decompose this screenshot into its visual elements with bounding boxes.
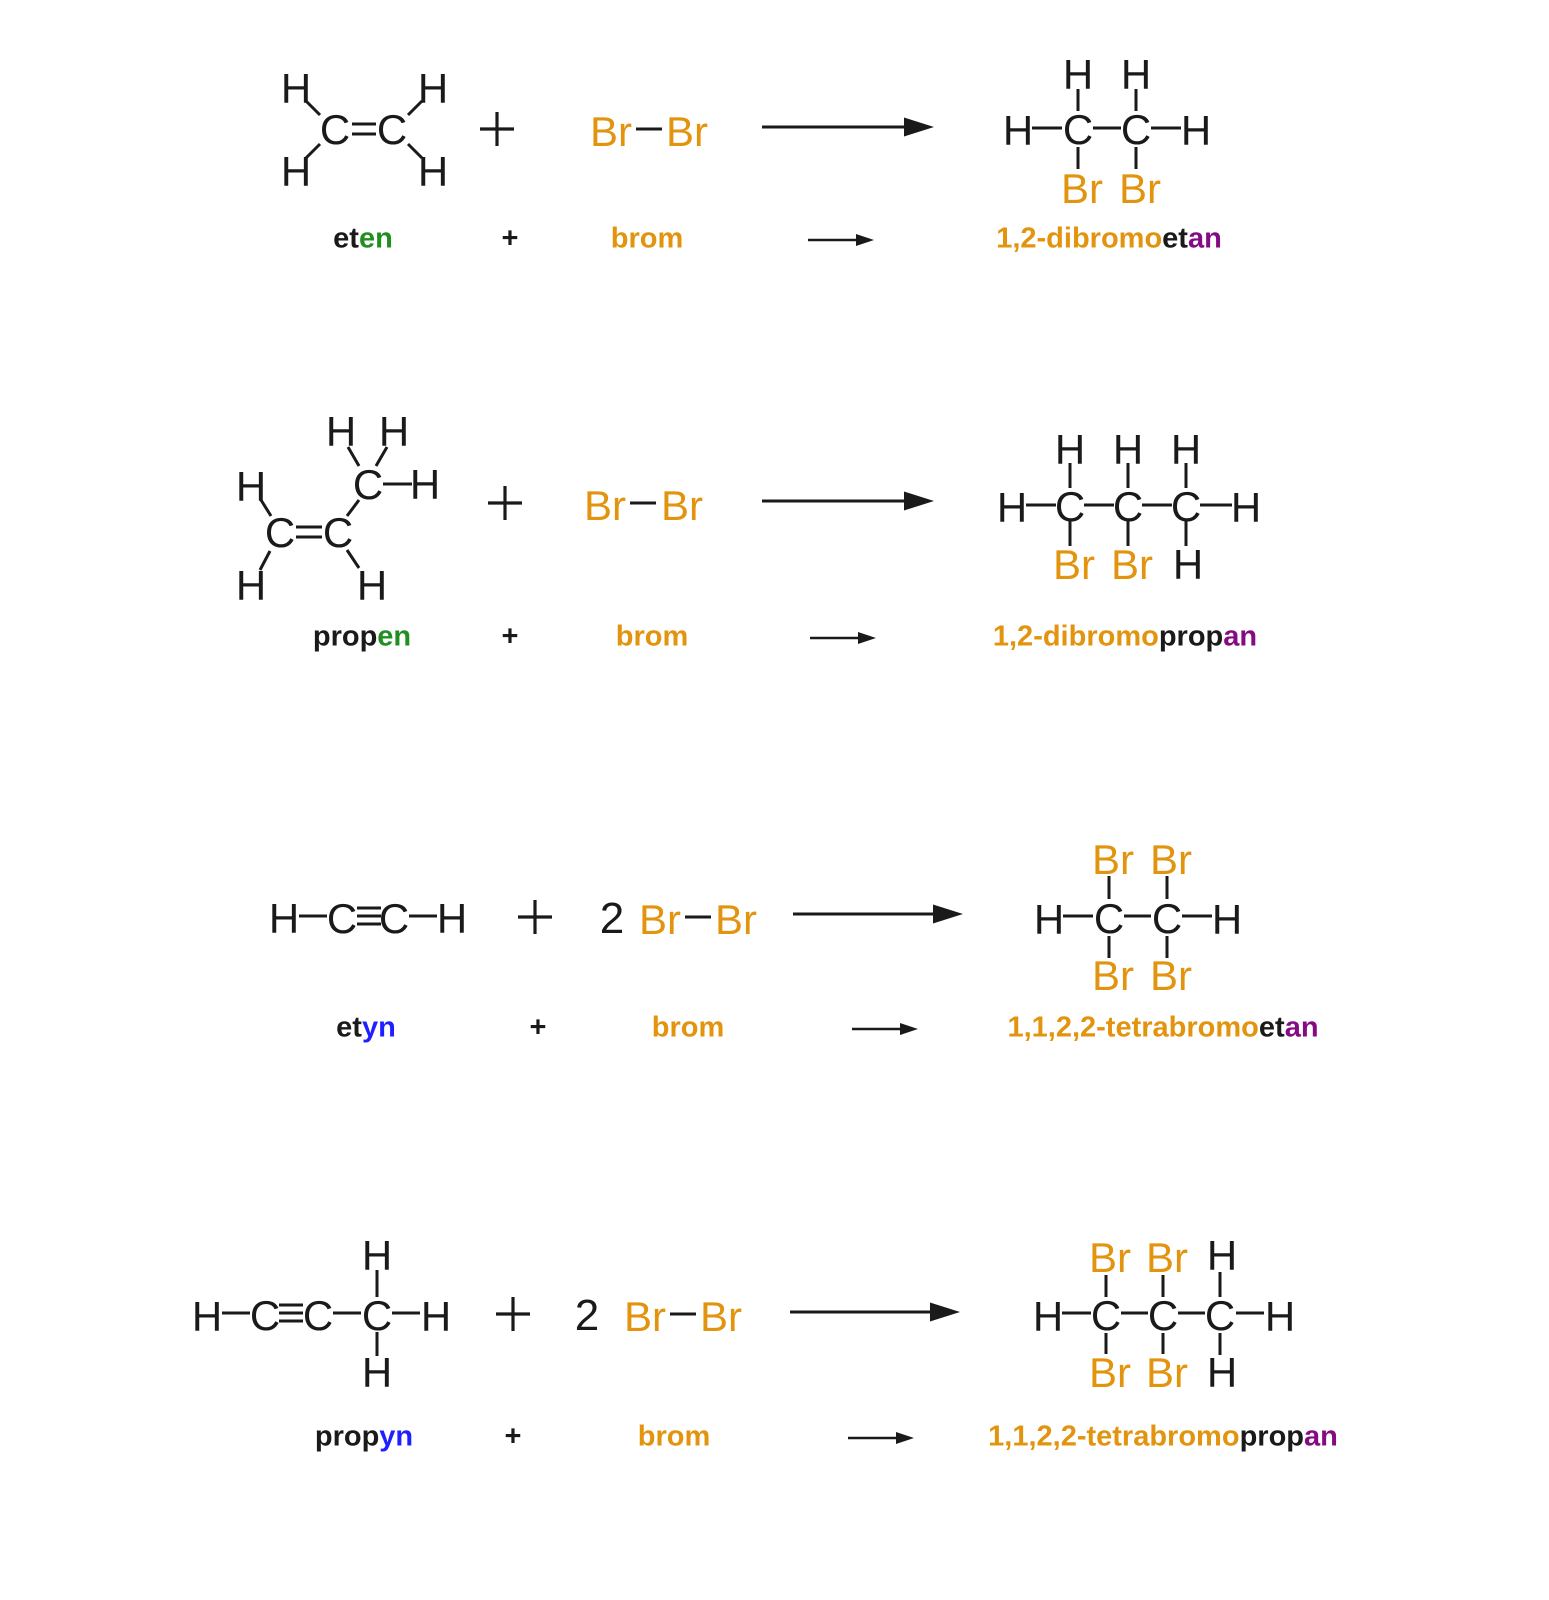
atom-H: H xyxy=(280,148,312,195)
atom-C: C xyxy=(1170,483,1202,530)
atom-Br: Br xyxy=(700,1293,742,1340)
label-plus-eten xyxy=(501,222,519,255)
label-segment: + xyxy=(501,222,519,255)
label-segment: + xyxy=(501,620,519,653)
atom-Br: Br xyxy=(639,896,681,943)
atom-Br: Br xyxy=(1146,1349,1188,1396)
reaction-etyn xyxy=(269,836,1242,1035)
label-plus-etyn xyxy=(529,1011,547,1044)
reaction-arrow-head xyxy=(930,1303,960,1322)
atom-H: H xyxy=(1170,426,1202,473)
label-product-propen xyxy=(992,620,1258,653)
atom-Br: Br xyxy=(1092,836,1134,883)
atom-H: H xyxy=(1172,541,1204,588)
label-product-propyn xyxy=(988,1420,1338,1453)
atom-H: H xyxy=(361,1232,393,1279)
label-arrow-head xyxy=(858,632,876,644)
atom-C: C xyxy=(302,1292,334,1339)
atom-H: H xyxy=(325,408,357,455)
label-reagent-etyn xyxy=(651,1011,725,1044)
label-reactant-propen xyxy=(312,620,412,653)
atom-H: H xyxy=(191,1293,223,1340)
atom-C: C xyxy=(326,895,358,942)
atom-C: C xyxy=(378,895,410,942)
label-segment: + xyxy=(529,1011,547,1044)
label-segment: 1,1,2,2-tetrabromo xyxy=(988,1420,1240,1453)
atom-H: H xyxy=(235,562,267,609)
atom-Br: Br xyxy=(1089,1234,1131,1281)
atom-C: C xyxy=(1151,895,1183,942)
label-segment: brom xyxy=(651,1011,725,1044)
atom-C: C xyxy=(376,106,408,153)
atom-C: C xyxy=(1112,483,1144,530)
atom-H: H xyxy=(1211,896,1243,943)
atom-C: C xyxy=(1054,483,1086,530)
atom-H: H xyxy=(417,148,449,195)
atom-C: C xyxy=(1062,106,1094,153)
label-reagent-eten xyxy=(610,222,684,255)
label-reactant-eten xyxy=(333,222,393,255)
label-segment: prop xyxy=(312,620,378,653)
label-segment: an xyxy=(1223,620,1258,653)
label-segment: yn xyxy=(379,1420,414,1453)
coefficient: 2 xyxy=(599,894,625,943)
atom-H: H xyxy=(1033,896,1065,943)
label-reagent-propyn xyxy=(637,1420,711,1453)
label-segment: en xyxy=(377,620,412,653)
label-segment: yn xyxy=(361,1011,396,1044)
reaction-eten xyxy=(281,51,1211,246)
atom-H: H xyxy=(436,895,468,942)
atom-H: H xyxy=(409,461,441,508)
label-segment: brom xyxy=(610,222,684,255)
atom-H: H xyxy=(1002,107,1034,154)
label-segment: et xyxy=(336,1011,362,1044)
atom-Br: Br xyxy=(1146,1234,1188,1281)
label-product-eten xyxy=(996,222,1222,255)
atom-H: H xyxy=(361,1349,393,1396)
label-segment: 1,1,2,2-tetrabromo xyxy=(1007,1011,1259,1044)
atom-Br: Br xyxy=(666,108,708,155)
atom-Br: Br xyxy=(1061,165,1103,212)
label-reagent-propen xyxy=(615,620,689,653)
label-segment: brom xyxy=(637,1420,711,1453)
label-segment: brom xyxy=(615,620,689,653)
label-arrow-head xyxy=(900,1023,918,1035)
atom-H: H xyxy=(280,65,312,112)
atom-Br: Br xyxy=(1119,165,1161,212)
atom-H: H xyxy=(1120,51,1152,98)
atom-C: C xyxy=(1204,1292,1236,1339)
atom-H: H xyxy=(268,895,300,942)
atom-H: H xyxy=(1062,51,1094,98)
atom-C: C xyxy=(352,461,384,508)
atom-C: C xyxy=(264,509,296,556)
label-arrow-head xyxy=(856,234,874,246)
label-segment: en xyxy=(358,222,393,255)
atom-H: H xyxy=(1112,426,1144,473)
atom-H: H xyxy=(378,408,410,455)
label-segment: 1,2-dibromo xyxy=(996,222,1163,255)
reaction-propen xyxy=(236,408,1261,644)
label-plus-propen xyxy=(501,620,519,653)
atom-Br: Br xyxy=(1089,1349,1131,1396)
label-segment: 1,2-dibromo xyxy=(992,620,1159,653)
label-segment: prop xyxy=(314,1420,380,1453)
label-segment: an xyxy=(1304,1420,1338,1453)
atom-H: H xyxy=(1032,1293,1064,1340)
label-segment: prop xyxy=(1158,620,1224,653)
atom-H: H xyxy=(1206,1232,1238,1279)
atom-Br: Br xyxy=(661,482,703,529)
label-reactant-etyn xyxy=(336,1011,396,1044)
atom-C: C xyxy=(319,106,351,153)
reaction-arrow-head xyxy=(904,492,934,511)
atom-Br: Br xyxy=(624,1293,666,1340)
atom-H: H xyxy=(420,1293,452,1340)
coefficient: 2 xyxy=(574,1291,600,1340)
label-product-etyn xyxy=(1007,1011,1319,1044)
atom-H: H xyxy=(1264,1293,1296,1340)
atom-Br: Br xyxy=(715,896,757,943)
atom-H: H xyxy=(417,65,449,112)
label-segment: an xyxy=(1187,222,1222,255)
reaction-arrow-head xyxy=(933,905,963,924)
atom-Br: Br xyxy=(1053,541,1095,588)
atom-Br: Br xyxy=(1150,952,1192,999)
reaction-propyn xyxy=(192,1232,1295,1444)
label-segment: et xyxy=(1162,222,1188,255)
label-plus-propyn xyxy=(504,1420,522,1453)
atom-C: C xyxy=(1090,1292,1122,1339)
label-segment: an xyxy=(1284,1011,1319,1044)
label-segment: et xyxy=(333,222,359,255)
atom-H: H xyxy=(1230,484,1262,531)
atom-Br: Br xyxy=(1150,836,1192,883)
atom-H: H xyxy=(235,463,267,510)
atom-Br: Br xyxy=(1111,541,1153,588)
atom-C: C xyxy=(361,1292,393,1339)
atom-H: H xyxy=(996,484,1028,531)
label-arrow-head xyxy=(896,1432,914,1444)
label-segment: prop xyxy=(1239,1420,1305,1453)
atom-C: C xyxy=(1147,1292,1179,1339)
atom-C: C xyxy=(1093,895,1125,942)
atom-H: H xyxy=(1054,426,1086,473)
label-segment: et xyxy=(1258,1011,1285,1044)
atom-Br: Br xyxy=(584,482,626,529)
atom-H: H xyxy=(1206,1349,1238,1396)
atom-H: H xyxy=(1180,107,1212,154)
atom-C: C xyxy=(322,509,354,556)
atom-Br: Br xyxy=(590,108,632,155)
label-segment: + xyxy=(504,1420,522,1453)
reaction-arrow-head xyxy=(904,118,934,137)
atom-Br: Br xyxy=(1092,952,1134,999)
atom-C: C xyxy=(249,1292,281,1339)
atom-C: C xyxy=(1120,106,1152,153)
label-reactant-propyn xyxy=(314,1420,414,1453)
atom-H: H xyxy=(356,562,388,609)
